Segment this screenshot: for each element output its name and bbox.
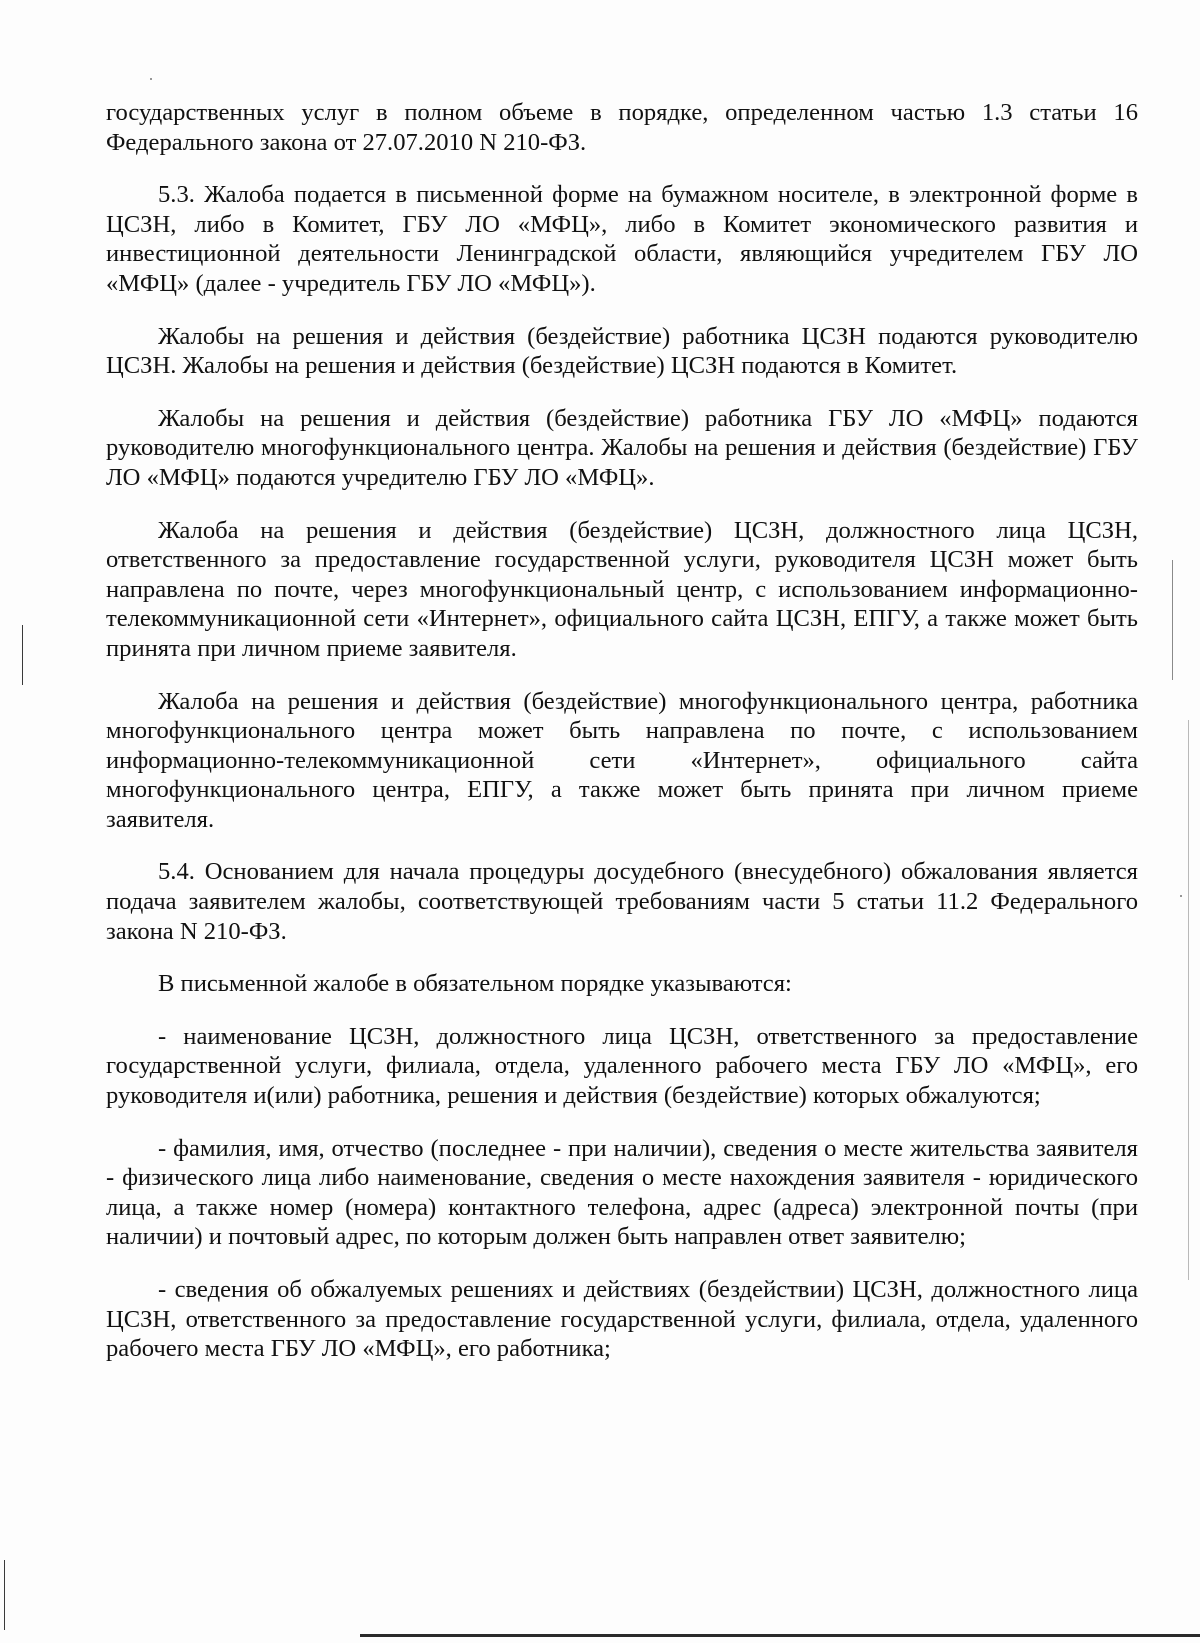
scan-artifact-left-upper xyxy=(22,625,23,685)
paragraph-required-fields-intro: В письменной жалобе в обязательном порядке указываются: xyxy=(158,970,792,998)
paragraph-5-4: 5.4. Основанием для начала процедуры досудебного (внесудебного) обжалования является подача заявителем жалобы, соответствующей требованиям части 5 статьи 11.2 Федерального закона N 210-ФЗ. xyxy=(106,858,1138,945)
paragraph-complaints-cszn: Жалобы на решения и действия (бездействие) работника ЦСЗН подаются руководителю ЦСЗН. Жалобы на решения и действия (бездействие) ЦСЗН подаются в Комитет. xyxy=(106,322,1138,380)
scan-artifact-right-edge xyxy=(1188,720,1189,1280)
scan-artifact-left-lower xyxy=(4,1560,5,1630)
paragraph-complaint-channels-mfc: Жалоба на решения и действия (бездействие) многофункционального центра, работника многофункционального центра может быть направлена по почте, с использованием информационно-телекоммуникационной сети «Интернет», официального сайта многофункционального центра, ЕПГУ, а также может быть принята при личном приеме заявителя. xyxy=(106,687,1138,833)
paragraph-complaints-mfc: Жалобы на решения и действия (бездействие) работника ГБУ ЛО «МФЦ» подаются руководителю многофункционального центра. Жалобы на решения и действия (бездействие) ГБУ ЛО «МФЦ» подаются учредителю ГБУ ЛО «МФЦ». xyxy=(106,404,1138,491)
list-item-contested-decisions: - сведения об обжалуемых решениях и действиях (бездействии) ЦСЗН, должностного лица ЦСЗН, ответственного за предоставление государственной услуги, филиала, отдела, удаленного рабочего места ГБУ ЛО «МФЦ», его работника; xyxy=(106,1276,1138,1363)
paragraph-5-3: 5.3. Жалоба подается в письменной форме на бумажном носителе, в электронной форме в ЦСЗН, либо в Комитет, ГБУ ЛО «МФЦ», либо в Комитет экономического развития и инвестиционной деятельности Ленинградской области, являющийся учредителем ГБУ ЛО «МФЦ» (далее - учредитель ГБУ ЛО «МФЦ»). xyxy=(106,181,1138,297)
scan-speck xyxy=(150,78,152,80)
scan-speck xyxy=(1180,895,1182,897)
paragraph-continuation: государственных услуг в полном объеме в порядке, определенном частью 1.3 статьи 16 Федерального закона от 27.07.2010 N 210-ФЗ. xyxy=(106,99,1138,156)
scan-artifact-right-upper xyxy=(1172,560,1173,680)
list-item-respondent: - наименование ЦСЗН, должностного лица ЦСЗН, ответственного за предоставление государственной услуги, филиала, отдела, удаленного рабочего места ГБУ ЛО «МФЦ», его руководителя и(или) работника, решения и действия (бездействие) которых обжалуются; xyxy=(106,1022,1138,1110)
scan-artifact-bottom-edge xyxy=(360,1634,1200,1637)
document-body xyxy=(106,98,1138,1387)
paragraph-complaint-channels-cszn: Жалоба на решения и действия (бездействие) ЦСЗН, должностного лица ЦСЗН, ответственного за предоставление государственной услуги, руководителя ЦСЗН может быть направлена по почте, через многофункциональный центр, с использованием информационно-телекоммуникационной сети «Интернет», официального сайта ЦСЗН, ЕПГУ, а также может быть принята при личном приеме заявителя. xyxy=(106,516,1138,662)
list-item-applicant-details: - фамилия, имя, отчество (последнее - при наличии), сведения о месте жительства заявителя - физического лица либо наименование, сведения о месте нахождения заявителя - юридического лица, а также номер (номера) контактного телефона, адрес (адреса) электронной почты (при наличии) и почтовый адрес, по которым должен быть направлен ответ заявителю; xyxy=(106,1134,1138,1251)
